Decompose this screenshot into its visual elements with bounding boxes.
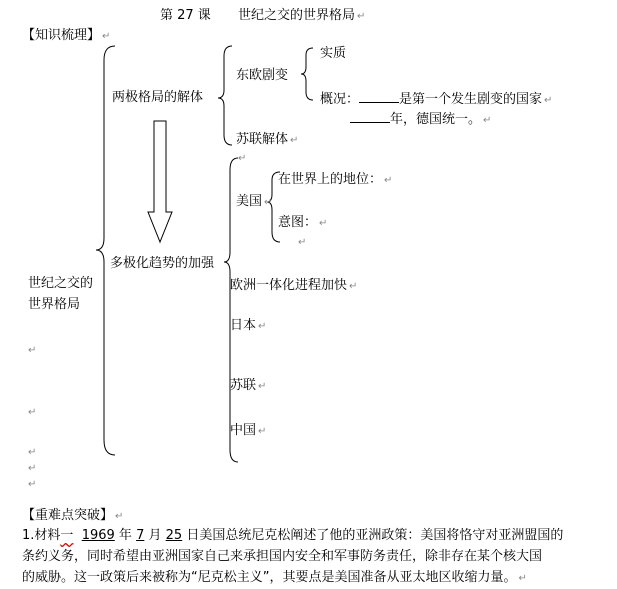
lesson-title: 世纪之交的世界格局 ↵ xyxy=(238,8,366,23)
mark: ↵ xyxy=(28,447,37,458)
china-label: 中国 ↵ xyxy=(230,423,267,438)
usa-status-label: 在世界上的地位： ↵ xyxy=(278,172,393,187)
down-arrow-icon xyxy=(148,121,172,242)
mark: ↵ xyxy=(28,345,37,356)
mark: ↵ xyxy=(238,153,247,164)
root-label-line1: 世纪之交的 xyxy=(28,276,94,291)
mark: ↵ xyxy=(28,479,37,490)
material-paragraph: 1.材料一 1969 年 7 月 25 日美国总统尼克松阐述了他的亚洲政策：美国将恪守对亚洲盟国的 条约义务，同时希望由亚洲国家自己来承担国内安全和军事防务责任，除非存在某个核大国 的威胁。这一政策后来被称为“尼克松主义”，其要点是美国准备从亚太地区收缩力量。 ↵ xyxy=(22,528,564,585)
section-knowledge: 【知识梳理】 ↵ xyxy=(22,28,111,43)
usa-intent-label: 意图： ↵ xyxy=(278,215,328,230)
ussr-label: 苏联 ↵ xyxy=(230,378,267,393)
ussr-collapse-label: 苏联解体 ↵ xyxy=(236,132,299,147)
branch2-label: 多极化趋势的加强 xyxy=(110,256,215,271)
mark: ↵ xyxy=(298,237,307,248)
japan-label: 日本 ↵ xyxy=(230,318,267,333)
overview-line1: 概况： 是第一个发生剧变的国家 ↵ xyxy=(320,92,553,107)
east-europe-label: 东欧剧变 xyxy=(236,68,289,83)
section-key-points: 【重难点突破】 ↵ xyxy=(22,508,124,523)
easteurope-brace xyxy=(301,48,313,100)
lesson-number: 第 27 课 xyxy=(160,8,211,23)
root-brace xyxy=(96,46,115,455)
mark: ↵ xyxy=(28,407,37,418)
overview-line2: 年，德国统一。 ↵ xyxy=(350,110,491,129)
branch1-brace xyxy=(218,46,232,145)
mark: ↵ xyxy=(28,463,37,474)
essence-label: 实质 xyxy=(320,46,347,61)
usa-label: 美国 ↵ xyxy=(236,194,273,209)
root-label-line2: 世界格局 xyxy=(28,297,81,312)
europe-label: 欧洲一体化进程加快 ↵ xyxy=(230,278,358,293)
branch1-label: 两极格局的解体 xyxy=(112,90,204,105)
